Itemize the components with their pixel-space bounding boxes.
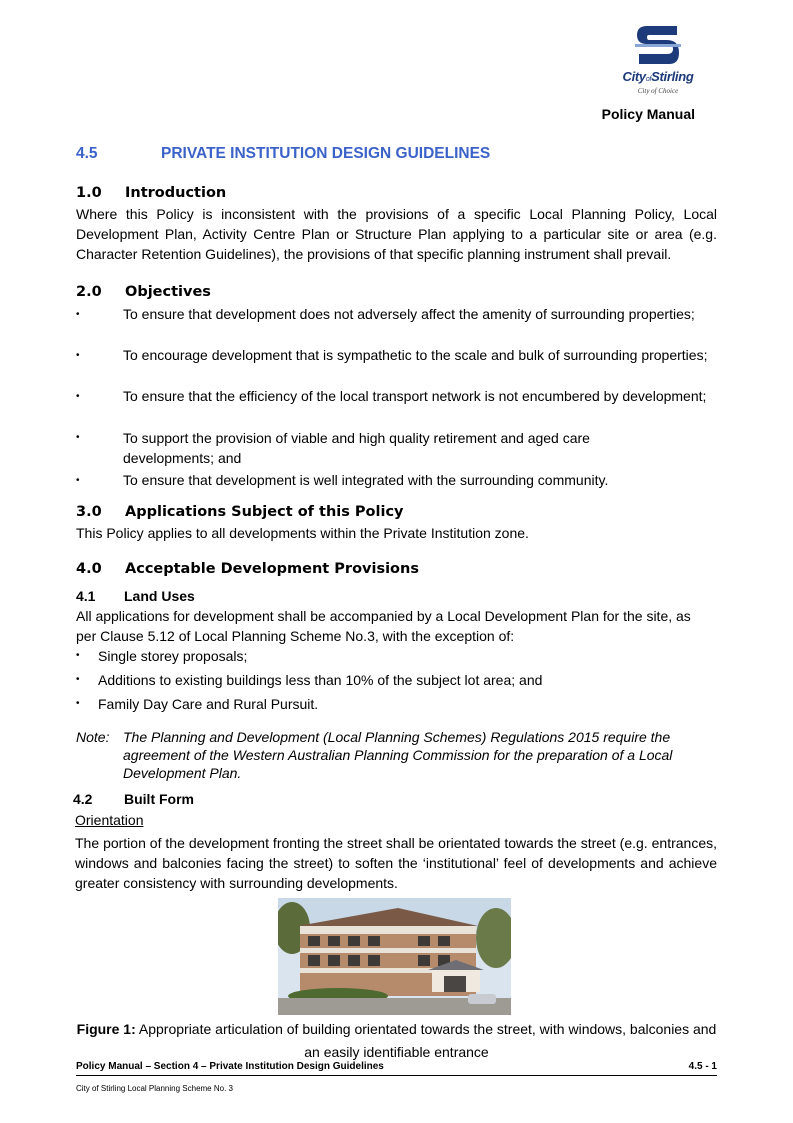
- footer-left-text: Policy Manual – Section 4 – Private Institution Design Guidelines: [76, 1061, 384, 1072]
- objective-item: [76, 472, 717, 489]
- heading-number: 2.0: [76, 284, 102, 300]
- logo-wordmark: [608, 70, 708, 87]
- heading-text: Acceptable Development Provisions: [125, 561, 419, 577]
- page-number: 4.5 - 1: [688, 1061, 717, 1072]
- applications-paragraph: This Policy applies to all developments within the Private Institution zone.: [76, 525, 529, 541]
- heading-objectives: [76, 284, 211, 300]
- bullet-icon: •: [76, 309, 80, 320]
- objective-text: To ensure that the efficiency of the local transport network is not encumbered by development;: [123, 388, 707, 404]
- note-block: [76, 728, 717, 782]
- subheading-orientation: Orientation: [75, 812, 144, 828]
- logo-tagline: City of Choice: [637, 87, 679, 95]
- logo-name-of: of: [645, 76, 652, 83]
- objective-item: [76, 388, 717, 405]
- figure-photo: [278, 898, 511, 1015]
- heading-introduction: [76, 185, 226, 201]
- objective-text: To encourage development that is sympathetic to the scale and bulk of surrounding properties;: [123, 347, 708, 363]
- heading-number: 3.0: [76, 504, 102, 520]
- heading-text: Land Uses: [124, 588, 195, 604]
- figure-caption: [76, 1018, 717, 1064]
- city-s-logo-icon: [633, 22, 683, 68]
- heading-text: Introduction: [125, 185, 227, 201]
- objective-text: To ensure that development does not adversely affect the amenity of surrounding properties;: [123, 306, 695, 322]
- bullet-icon: •: [76, 674, 80, 685]
- heading-number: 1.0: [76, 185, 102, 201]
- note-text: The Planning and Development (Local Planning Schemes) Regulations 2015 require the agreement of the Western Australian Planning Commission for the preparation of a Local Development Plan.: [123, 729, 673, 781]
- heading-applications: [76, 504, 404, 520]
- heading-land-uses: [76, 588, 195, 604]
- page-title: [76, 145, 490, 163]
- footer-divider: [76, 1075, 717, 1076]
- bullet-icon: •: [76, 475, 80, 486]
- land-use-item: [76, 694, 318, 714]
- logo-name-pre: City: [622, 69, 646, 84]
- figure-caption-text: Appropriate articulation of building orientated towards the street, with windows, balconies and an easily identifiable entrance: [138, 1021, 717, 1060]
- bullet-icon: •: [76, 391, 80, 402]
- city-logo: [608, 22, 708, 94]
- heading-text: Applications Subject of this Policy: [125, 504, 404, 520]
- land-uses-paragraph: All applications for development shall be accompanied by a Local Development Plan for the site, as per Clause 5.12 of Local Planning Scheme No.3, with the exception of:: [76, 608, 691, 644]
- built-form-paragraph: The portion of the development fronting the street shall be orientated towards the street (e.g. entrances, windows and balconies facing the street) to soften the ‘institutional’ feel of developments and achieve greater consistency with surrounding developments.: [75, 835, 717, 891]
- heading-number: 4.0: [76, 561, 102, 577]
- heading-acceptable-development: [76, 561, 419, 577]
- heading-text: Built Form: [124, 791, 194, 807]
- heading-built-form: [73, 791, 194, 807]
- heading-number: 4.2: [73, 791, 93, 807]
- intro-paragraph: Where this Policy is inconsistent with the provisions of a specific Local Planning Policy, Local Development Plan, Activity Centre Plan or Structure Plan applying to a particular site or area (e.g. Character Retention Guidelines), the provisions of that specific planning instrument shall prevail.: [76, 206, 717, 262]
- bullet-icon: •: [76, 698, 80, 709]
- objective-item: [76, 347, 717, 364]
- figure-label: Figure 1:: [76, 1021, 136, 1037]
- land-use-text: Additions to existing buildings less than 10% of the subject lot area; and: [98, 672, 543, 688]
- bullet-icon: •: [76, 350, 80, 361]
- land-use-text: Single storey proposals;: [98, 648, 248, 664]
- heading-number: 4.1: [76, 588, 96, 604]
- logo-name-post: Stirling: [651, 69, 694, 84]
- objective-text: To support the provision of viable and high quality retirement and aged care developments; and: [123, 430, 590, 466]
- bullet-icon: •: [76, 650, 80, 661]
- bullet-icon: •: [76, 432, 80, 443]
- heading-text: Objectives: [125, 284, 211, 300]
- building-photo-icon: [278, 898, 511, 1015]
- land-use-item: [76, 670, 542, 690]
- objective-item: [76, 306, 717, 323]
- objective-text: To ensure that development is well integrated with the surrounding community.: [123, 472, 609, 488]
- footer: [76, 1061, 717, 1072]
- objective-item: [76, 428, 717, 468]
- title-text: PRIVATE INSTITUTION DESIGN GUIDELINES: [161, 145, 491, 162]
- title-number: 4.5: [76, 145, 98, 162]
- footer-subtext: City of Stirling Local Planning Scheme No. 3: [76, 1084, 233, 1093]
- header-label: Policy Manual: [601, 106, 695, 122]
- land-use-item: [76, 646, 247, 666]
- note-label: Note:: [76, 729, 110, 745]
- land-use-text: Family Day Care and Rural Pursuit.: [98, 696, 319, 712]
